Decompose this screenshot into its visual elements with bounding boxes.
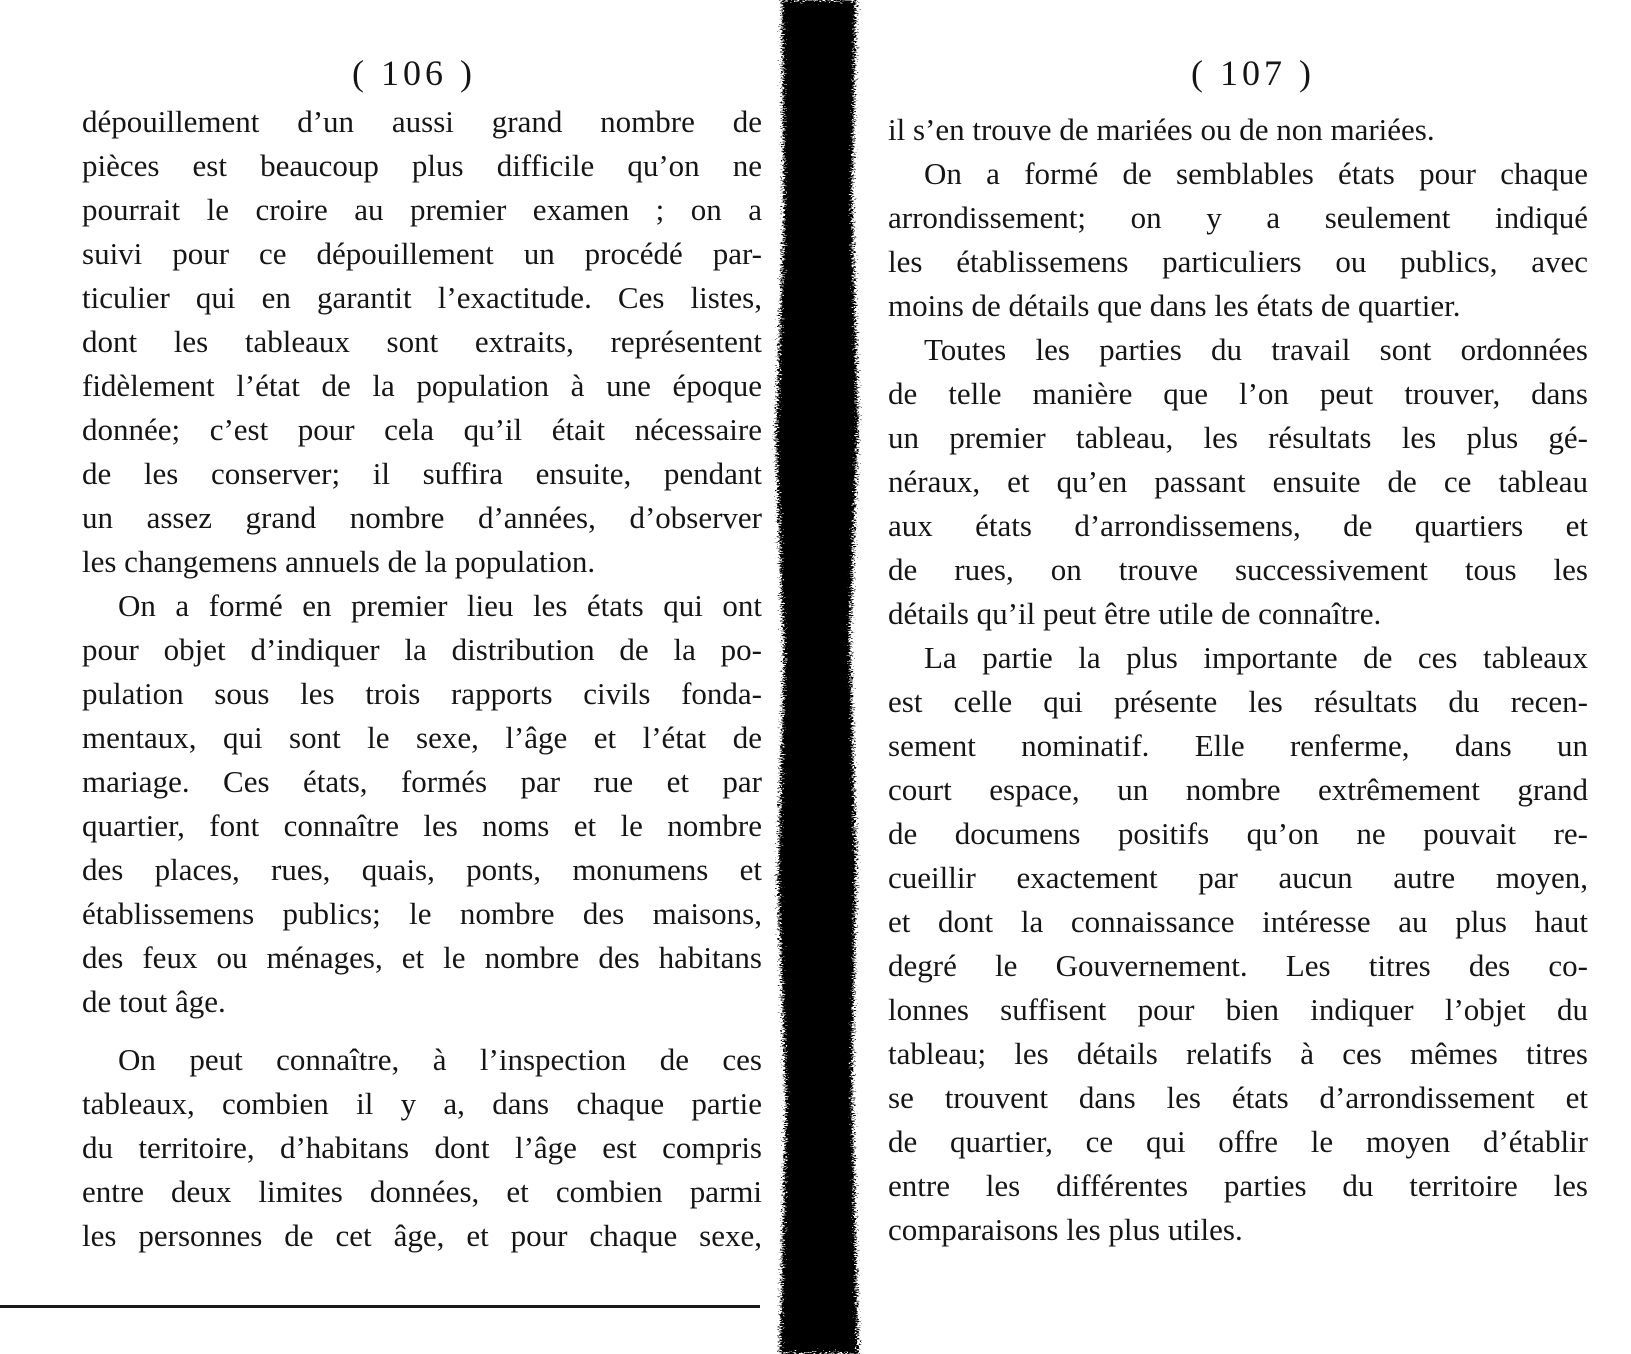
text-line: dont les tableaux sont extraits, représentent	[82, 324, 762, 359]
text-line: cueillir exactement par aucun autre moyen,	[888, 860, 1588, 895]
text-line: La partie la plus importante de ces tableaux	[924, 640, 1588, 675]
text-line: pièces est beaucoup plus difficile qu’on ne	[82, 148, 762, 183]
text-line: ticulier qui en garantit l’exactitude. Ces listes,	[82, 280, 762, 315]
right-page	[880, 0, 1631, 1354]
left-page	[0, 0, 770, 1354]
text-line: les personnes de cet âge, et pour chaque sexe,	[82, 1218, 762, 1253]
text-line: mentaux, qui sont le sexe, l’âge et l’état de	[82, 720, 762, 755]
text-line: On peut connaître, à l’inspection de ces	[118, 1042, 762, 1077]
text-line: tableau; les détails relatifs à ces mêmes titres	[888, 1036, 1588, 1071]
text-line: lonnes suffisent pour bien indiquer l’objet du	[888, 992, 1588, 1027]
text-line: pourrait le croire au premier examen ; on a	[82, 192, 762, 227]
text-line: un premier tableau, les résultats les plus gé-	[888, 420, 1588, 455]
text-line: donnée; c’est pour cela qu’il était nécessaire	[82, 412, 762, 447]
text-line: court espace, un nombre extrêmement grand	[888, 772, 1588, 807]
text-line: des places, rues, quais, ponts, monumens et	[82, 852, 762, 887]
text-line: fidèlement l’état de la population à une époque	[82, 368, 762, 403]
text-line: de telle manière que l’on peut trouver, dans	[888, 376, 1588, 411]
page-number-left: ( 106 )	[352, 53, 476, 93]
text-line: de rues, on trouve successivement tous les	[888, 552, 1588, 587]
text-line: de documens positifs qu’on ne pouvait re-	[888, 816, 1588, 851]
text-line: de quartier, ce qui offre le moyen d’établir	[888, 1124, 1588, 1159]
text-line: un assez grand nombre d’années, d’observer	[82, 500, 762, 535]
text-line: établissemens publics; le nombre des maisons,	[82, 896, 762, 931]
text-line: comparaisons les plus utiles.	[888, 1212, 1243, 1247]
right-page-text	[888, 108, 1588, 1252]
text-line: quartier, font connaître les noms et le nombre	[82, 808, 762, 843]
text-line: néraux, et qu’en passant ensuite de ce tableau	[888, 464, 1588, 499]
text-line: pour objet d’indiquer la distribution de la po-	[82, 632, 762, 667]
page-bottom-edge	[0, 1305, 760, 1308]
text-line: les établissemens particuliers ou publics, avec	[888, 244, 1588, 279]
text-line: entre deux limites données, et combien parmi	[82, 1174, 762, 1209]
text-line: entre les différentes parties du territoire les	[888, 1168, 1588, 1203]
text-line: arrondissement; on y a seulement indiqué	[888, 200, 1588, 235]
book-binding-gutter	[760, 0, 880, 1354]
text-line: Toutes les parties du travail sont ordonnées	[924, 332, 1588, 367]
text-line: les changemens annuels de la population.	[82, 544, 596, 579]
page-number-right: ( 107 )	[1191, 53, 1315, 93]
text-line: détails qu’il peut être utile de connaître.	[888, 596, 1382, 631]
text-line: de les conserver; il suffira ensuite, pendant	[82, 456, 762, 491]
text-line: On a formé de semblables états pour chaque	[924, 156, 1588, 191]
text-line: est celle qui présente les résultats du recen-	[888, 684, 1588, 719]
text-line: mariage. Ces états, formés par rue et par	[82, 764, 762, 799]
text-line: se trouvent dans les états d’arrondissement et	[888, 1080, 1588, 1115]
left-page-text	[82, 100, 762, 1258]
text-line: On a formé en premier lieu les états qui ont	[118, 588, 762, 623]
text-line: de tout âge.	[82, 984, 226, 1019]
text-line: sement nominatif. Elle renferme, dans un	[888, 728, 1588, 763]
text-line: suivi pour ce dépouillement un procédé par-	[82, 236, 762, 271]
text-line: il s’en trouve de mariées ou de non mariées.	[888, 112, 1435, 147]
text-line: aux états d’arrondissemens, de quartiers et	[888, 508, 1588, 543]
text-line: des feux ou ménages, et le nombre des habitans	[82, 940, 762, 975]
text-line: et dont la connaissance intéresse au plus haut	[888, 904, 1588, 939]
text-line: moins de détails que dans les états de quartier.	[888, 288, 1461, 323]
text-line: du territoire, d’habitans dont l’âge est compris	[82, 1130, 762, 1165]
text-line: dépouillement d’un aussi grand nombre de	[82, 104, 762, 139]
text-line: degré le Gouvernement. Les titres des co-	[888, 948, 1588, 983]
text-line: tableaux, combien il y a, dans chaque partie	[82, 1086, 762, 1121]
text-line: pulation sous les trois rapports civils fonda-	[82, 676, 762, 711]
